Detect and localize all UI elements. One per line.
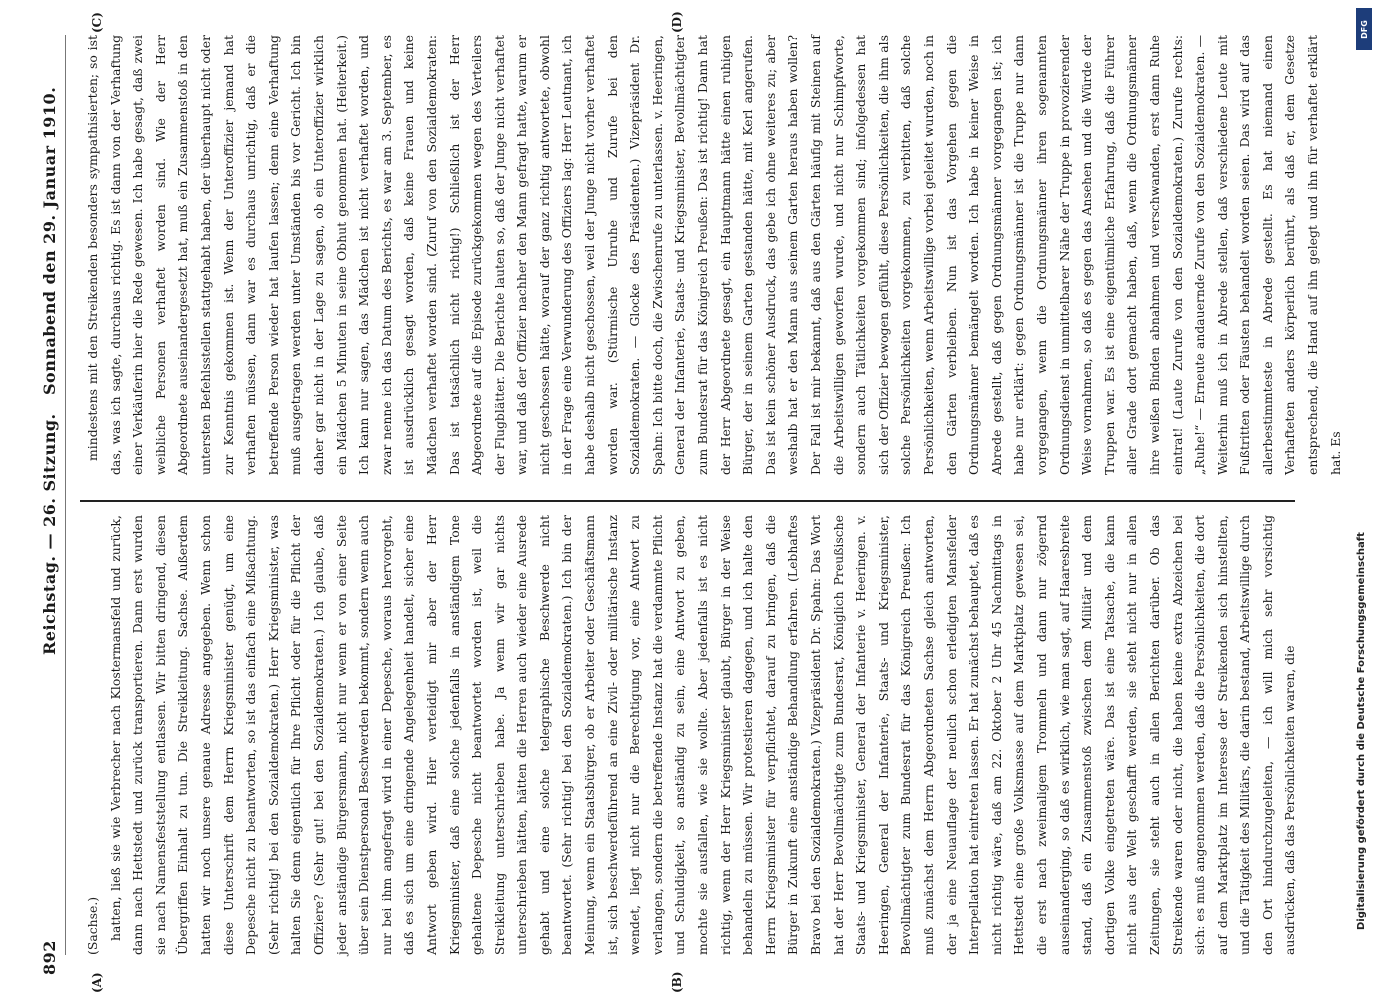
- dfg-logo-text: DFG: [1359, 19, 1369, 39]
- page-header: [38, 25, 66, 975]
- right-column-text: mindestens mit den Streikenden besonders sympathisierten; so ist das, was ich sagte, durchaus richtig. Es ist dann von der Verhaftung einer Verkäuferin hier die Rede gewesen. Ich habe gesagt, daß zwei weibliche Personen verhaftet worden sind. Wie der Herr Abgeordnete auseinandergesetzt hat, muß ein Zusammenstoß in den untersten Befehlsstellen stattgehabt haben, der überhaupt nicht oder zur Kenntnis gekommen ist. Wenn der Unteroffizier jemand hat verhaften müssen, dann war es durchaus unrichtig, daß er die betreffende Person wieder hat laufen lassen; denn eine Verhaftung muß ausgetragen werden unter Umständen bis vor Gericht. Ich bin daher gar nicht in der Lage zu sagen, ob ein Unteroffizier wirklich ein Mädchen 5 Minuten in seine Obhut genommen hat. (Heiterkeit.) Ich kann nur sagen, das Mädchen ist nicht verhaftet worden, und zwar nenne ich das Datum des Berichts, es war am 3. September, es ist ausdrücklich gesagt worden, daß keine Frauen und keine Mädchen verhaftet worden sind. (Zuruf von den Sozialdemokraten: Das ist tatsächlich nicht richtig!) Schließlich ist der Herr Abgeordnete auf die Episode zurückgekommen wegen des Verteilers der Flugblätter. Die Berichte lauten so, daß der Junge nicht verhaftet war, und daß der Offizier nachher den Mann gefragt hatte, warum er nicht geschossen hätte, worauf der ganz richtig antwortete, obwohl in der Frage eine Verwunderung des Offiziers lag: Herr Leutnant, ich habe deshalb nicht geschossen, weil der Junge nicht vorher verhaftet worden war. (Stürmische Unruhe und Zurufe bei den Sozialdemokraten. — Glocke des Präsidenten.) Vizepräsident Dr. Spahn: Ich bitte doch, die Zwischenrufe zu unterlassen. v. Heeringen, General der Infanterie, Staats- und Kriegsminister, Bevollmächtigter zum Bundesrat für das Königreich Preußen: Das ist richtig! Dann hat der Herr Abgeordnete gesagt, ein Hauptmann hätte einen ruhigen Bürger, der in seinem Garten gestanden hätte, mit Kerl angerufen. Das ist kein schöner Ausdruck, das gebe ich ohne weiteres zu; aber weshalb hat er den Mann aus seinem Garten heraus haben wollen? Der Fall ist mir bekannt, daß aus den Gärten häufig mit Steinen auf die Arbeitswilligen geworfen wurde, und nicht nur Schimpfworte, sondern auch Tätlichkeiten vorgekommen sind; infolgedessen hat sich der Offizier bewogen gefühlt, diese Persönlichkeiten, die ihm als solche Persönlichkeiten vorgekommen, zu verbitten, daß solche Persönlichkeiten, wenn Arbeitswillige vorbei geleitet wurden, noch in den Gärten verbleiben. Nun ist das Vorgehen gegen die Ordnungsmänner bemängelt worden. Ich habe in keiner Weise in Abrede gestellt, daß gegen Ordnungsmänner vorgegangen ist; ich habe nur erklärt: gegen Ordnungsmänner ist die Truppe nur dann vorgegangen, wenn die Ordnungsmänner ihren sogenannten Ordnungsdienst in unmittelbarer Nähe der Truppe in provozierender Weise vornahmen, so daß es gegen das Ansehen und die Würde der Truppen war. Es ist eine eigentümliche Erfahrung, daß die Führer aller Grade dort gemacht haben, daß, wenn die Ordnungsmänner ihre weißen Binden abnahmen und verschwanden, erst dann Ruhe eintrat! (Laute Zurufe von den Sozialdemokraten.) Zurufe rechts: „Ruhe!“ — Erneute andauernde Zurufe von den Sozialdemokraten. — Weiterhin muß ich in Abrede stellen, daß verschiedene Leute mit Fußtritten oder Fäusten behandelt worden seien. Das wird auf das allerbestimmteste in Abrede gestellt. Es hat niemand einen Verhafteten anders körperlich berührt, als daß er, dem Gesetze entsprechend, die Hand auf ihn gelegt und ihn für verhaftet erklärt hat. Es: [85, 35, 1343, 475]
- dfg-logo: [1356, 8, 1372, 50]
- margin-mark-d: (D): [670, 11, 684, 33]
- page-number: 892: [40, 940, 59, 975]
- session-date: Sonnabend den 29. Januar 1910.: [40, 86, 59, 395]
- header-rule: [65, 35, 66, 955]
- right-column: [82, 35, 1343, 475]
- speaker-tag: (Sachse.): [85, 896, 100, 955]
- margin-mark-b: (B): [670, 971, 684, 993]
- rotated-page: [30, 5, 1343, 995]
- left-column-text: hatten, ließ sie wie Verbrecher nach Klostermansfeld und zurück, dann nach Hettstedt und zurück transportieren. Dann erst wurden sie nach Namensfeststellung entlassen. Wir bitten dringend, diesen Übergriffen Einhalt zu tun. Die Streikleitung. Sachse. Außerdem hatten wir noch unsere genaue Adresse angegeben. Wenn schon diese Unterschrift dem Herrn Kriegsminister genügt, um eine Depesche nicht zu beantworten, so ist das einfach eine Mißachtung. (Sehr richtig! bei den Sozialdemokraten.) Herr Kriegsminister, was halten Sie denn eigentlich für Ihre Pflicht oder für die Pflicht der Offiziere? (Sehr gut! bei den Sozialdemokraten.) Ich glaube, daß jeder anständige Bürgersmann, nicht nur wenn er von einer Seite über sein Dienstpersonal Beschwerden bekommt, sondern wenn auch nur bei ihm angefragt wird in einer Depesche, woraus hervorgeht, daß es sich um eine dringende Angelegenheit handelt, sicher eine Antwort geben wird. Hier verteidigt mir aber der Herr Kriegsminister, daß eine solche jedenfalls in anständigem Tone gehaltene Depesche nicht beantwortet worden ist, weil die Streikleitung unterschrieben habe. Ja wenn wir gar nichts unterschrieben hätten, hätten die Herren auch wieder eine Ausrede gehabt und eine solche telegraphische Beschwerde nicht beantwortet. (Sehr richtig! bei den Sozialdemokraten.) Ich bin der Meinung, wenn ein Staatsbürger, ob er Arbeiter oder Geschäftsmann ist, sich beschwerdeführend an eine Zivil- oder militärische Instanz wendet, liegt nicht nur die Berechtigung vor, eine Antwort zu verlangen, sondern die betreffende Instanz hat die verdammte Pflicht und Schuldigkeit, so anständig zu sein, eine Antwort zu geben, mochte sie ausfallen, wie sie wollte. Aber jedenfalls ist es nicht richtig, wenn der Herr Kriegsminister glaubt, Bürger in der Weise behandeln zu müssen. Wir protestieren dagegen, und ich halte den Herrn Kriegsminister für verpflichtet, darauf zu bringen, daß die Bürger in Zukunft eine anständige Behandlung erfahren. (Lebhaftes Bravo bei den Sozialdemokraten.) Vizepräsident Dr. Spahn: Das Wort hat der Herr Bevollmächtigte zum Bundesrat, Königlich Preußische Staats- und Kriegsminister, General der Infanterie v. Heeringen. v. Heeringen, General der Infanterie, Staats- und Kriegsminister, Bevollmächtigter zum Bundesrat für das Königreich Preußen: Ich muß zunächst dem Herrn Abgeordneten Sachse gleich antworten, der ja eine Neuauflage der neulich schon erledigten Mansfelder Interpellation hat eintreten lassen. Er hat zunächst behauptet, daß es nicht richtig wäre, daß am 22. Oktober 2 Uhr 45 Nachmittags in Hettstedt eine große Volksmasse auf dem Marktplatz gewesen sei, die erst nach zweimaligem Trommeln und dann nur zögernd auseinanderging, so daß es wirklich, wie man sagt, auf Haaresbreite stand, daß ein Zusammenstoß zwischen dem Militär und dem dortigen Volke eingetreten wäre. Das ist eine Tatsache, die kann nicht aus der Welt geschafft werden, sie steht nicht nur in allen Zeitungen, sie steht auch in allen Berichten darüber. Ob das Streikende waren oder nicht, die haben keine extra Abzeichen bei sich: es muß angenommen werden, daß die Persönlichkeiten, die dort auf dem Marktplatz im Interesse der Streikenden sich hinstellten, und die Tätigkeit des Militärs, die darin bestand, Arbeitswillige durch den Ort hindurchzugeleiten, — ich will mich sehr vorsichtig ausdrücken, daß das Persönlichkeiten waren, die: [107, 515, 1298, 955]
- session-title: Reichstag. — 26. Sitzung.: [40, 413, 59, 655]
- digitization-note-text: Digitalisierung gefördert durch die Deutsche Forschungsgemeinschaft: [1356, 532, 1367, 930]
- column-divider: [80, 500, 1295, 502]
- digitization-note: [1356, 70, 1376, 930]
- margin-mark-c: (C): [90, 12, 104, 33]
- left-column: [82, 515, 1297, 955]
- margin-mark-a: (A): [90, 972, 104, 993]
